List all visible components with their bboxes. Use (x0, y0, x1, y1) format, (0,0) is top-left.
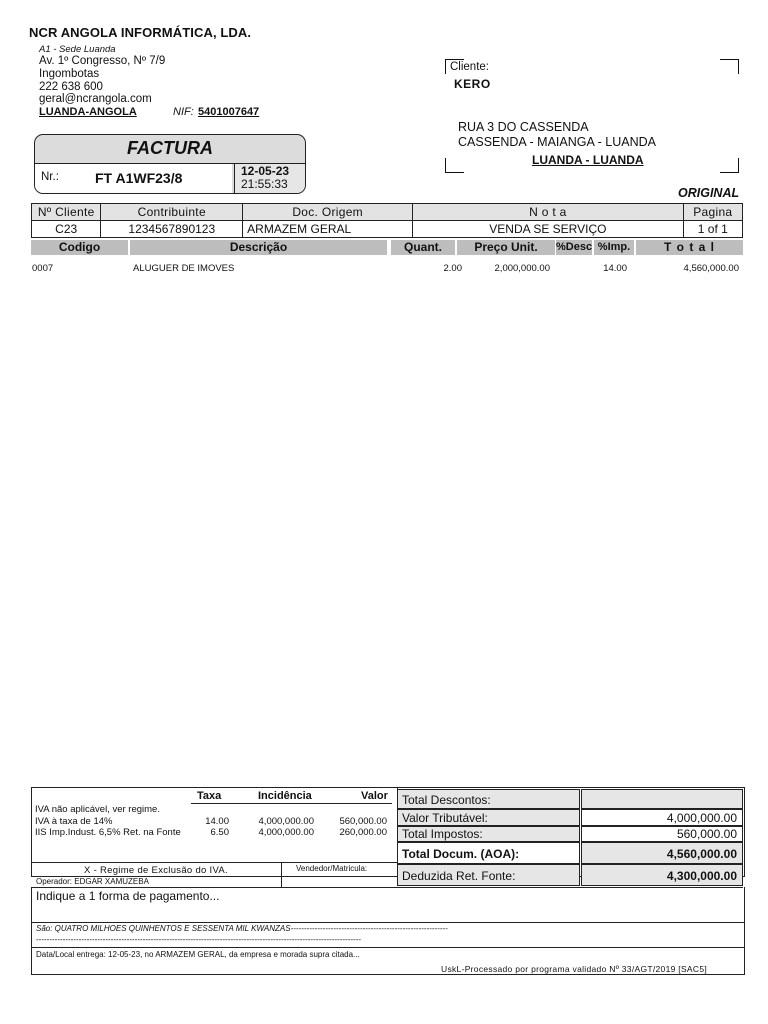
item-description: ALUGUER DE IMOVES (133, 263, 235, 274)
pagina: 1 of 1 (683, 221, 742, 238)
client-address-line2: CASSENDA - MAIANGA - LUANDA (458, 135, 656, 149)
total-discounts-row (397, 789, 743, 809)
tax-note: IVA não aplicável, ver regime. (35, 804, 160, 815)
header-desc: %Desc (556, 241, 593, 253)
header-descricao: Descrição (130, 240, 387, 255)
header-preco-unit: Preço Unit. (457, 240, 555, 255)
payment-method: Indique a 1 forma de pagamento... (36, 889, 220, 903)
document-total-value: 4,560,000.00 (581, 842, 743, 864)
tax-row-taxa: 6.50 (210, 827, 229, 838)
vat-regime: X - Regime de Exclusão do IVA. (84, 865, 228, 876)
info-header-row (32, 204, 743, 221)
regime-separator (281, 862, 282, 887)
company-branch: A1 - Sede Luanda (39, 44, 116, 55)
taxable-value-label: Valor Tributável: (397, 809, 580, 826)
taxable-value-row (397, 809, 743, 826)
tax-row-valor: 560,000.00 (339, 816, 387, 827)
invoice-number-label: Nr.: (41, 171, 59, 183)
tax-row-taxa: 14.00 (205, 816, 229, 827)
item-unit-price: 2,000,000.00 (494, 263, 550, 274)
doc-origem: ARMAZEM GERAL (243, 221, 413, 238)
total-discounts-value (581, 789, 743, 809)
header-quant: Quant. (391, 240, 455, 255)
withholding-row (397, 864, 743, 886)
tax-row-incidencia: 4,000,000.00 (258, 816, 314, 827)
header-doc-origem: Doc. Origem (243, 204, 413, 221)
client-frame-corner (720, 158, 739, 173)
client-frame-corner (445, 158, 464, 173)
document-total-label: Total Docum. (AOA): (397, 842, 580, 864)
client-number: C23 (32, 221, 101, 238)
item-code: 0007 (32, 263, 54, 274)
invoice-header-box (34, 134, 306, 194)
tax-header-valor: Valor (361, 790, 388, 802)
tax-header-divider (191, 803, 392, 804)
company-address-line2: Ingombotas (39, 68, 100, 80)
tax-header-incidencia: Incidência (258, 790, 312, 802)
operator: Operador: EDGAR XAMUZEBA (36, 877, 149, 886)
client-city: LUANDA - LUANDA (532, 153, 644, 167)
header-client-number: Nº Cliente (32, 204, 101, 221)
invoice-date: 12-05-23 (241, 164, 290, 178)
software-certification: UskL-Processado por programa validado Nº 33/AGT/2019 [SAC5] (441, 964, 708, 974)
header-imp: %Imp. (594, 240, 634, 255)
taxable-value: 4,000,000.00 (581, 809, 743, 826)
company-phone: 222 638 600 (39, 81, 103, 93)
header-pagina: Pagina (683, 204, 742, 221)
header-codigo: Codigo (31, 240, 128, 255)
company-email: geral@ncrangola.com (39, 93, 152, 105)
invoice-info-table (31, 203, 743, 238)
total-taxes-row (397, 826, 743, 842)
tax-row-valor: 260,000.00 (339, 827, 387, 838)
items-table-header (31, 240, 743, 255)
item-total: 4,560,000.00 (683, 263, 739, 274)
invoice-title: FACTURA (127, 138, 213, 158)
withholding-label: Deduzida Ret. Fonte: (397, 864, 580, 886)
regime-divider (31, 862, 397, 863)
tax-row-incidencia: 4,000,000.00 (258, 827, 314, 838)
client-address-line1: RUA 3 DO CASSENDA (458, 120, 589, 134)
nif-label: NIF: (173, 106, 194, 118)
total-taxes-value: 560,000.00 (581, 826, 743, 842)
invoice-time: 21:55:33 (241, 177, 288, 191)
company-city: LUANDA-ANGOLA (39, 106, 137, 118)
tax-row-label: IVA à taxa de 14% (35, 816, 113, 827)
amount-in-words: São: QUATRO MILHOES QUINHENTOS E SESSENTA MIL KWANZAS----------------------------------------------------------- (36, 924, 448, 933)
dash-separator: -------------------------------------------------------------------------------------------------------------------------- (36, 935, 362, 944)
header-nota: N o t a (413, 204, 684, 221)
company-address-line1: Av. 1º Congresso, Nº 7/9 (39, 55, 166, 67)
document-total-row (397, 842, 743, 864)
copy-label: ORIGINAL (678, 186, 740, 200)
client-label: Cliente: (450, 61, 489, 73)
total-discounts-label: Total Descontos: (397, 789, 580, 809)
client-frame-corner (720, 59, 739, 74)
contribuinte: 1234567890123 (101, 221, 243, 238)
header-total: T o t a l (636, 240, 743, 255)
tax-header-taxa: Taxa (197, 790, 222, 802)
item-tax: 14.00 (603, 263, 627, 274)
total-taxes-label: Total Impostos: (397, 826, 580, 842)
company-name: NCR ANGOLA INFORMÁTICA, LDA. (29, 25, 252, 40)
tax-row-label: IIS Imp.Indust. 6,5% Ret. na Fonte (35, 827, 181, 838)
nif-value: 5401007647 (198, 106, 260, 118)
info-value-row (32, 221, 743, 238)
salesperson: Vendedor/Matricula: (296, 864, 368, 873)
nota: VENDA SE SERVIÇO (413, 221, 684, 238)
payment-divider (31, 887, 743, 888)
invoice-number: FT A1WF23/8 (95, 170, 183, 186)
delivery-info: Data/Local entrega: 12-05-23, no ARMAZEM GERAL, da empresa e morada supra citada... (36, 950, 360, 959)
client-name: KERO (454, 77, 491, 91)
header-contribuinte: Contribuinte (101, 204, 243, 221)
withholding-value: 4,300,000.00 (581, 864, 743, 886)
item-quantity: 2.00 (443, 263, 462, 274)
